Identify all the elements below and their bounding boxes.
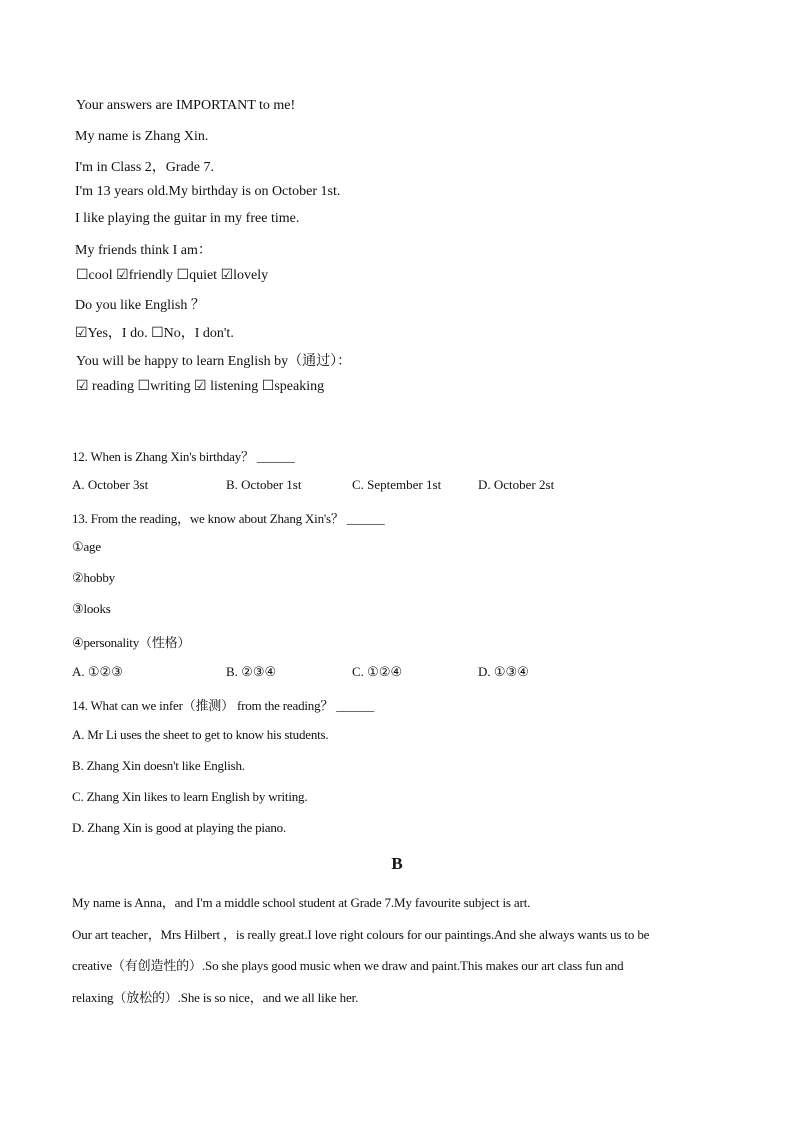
option-a: A. ①②③ — [72, 664, 123, 679]
form-line-learn-by: You will be happy to learn English by（通过）： — [76, 354, 352, 369]
question-stem: 14. What can we infer（推测） from the reading？ ______ — [72, 698, 375, 713]
form-line-age: I'm 13 years old.My birthday is on October 1st. — [75, 184, 341, 199]
option-a: A. Mr Li uses the sheet to get to know his students. — [72, 727, 329, 742]
option-b: B. October 1st — [226, 477, 302, 492]
form-line-class: I'm in Class 2，Grade 7. — [75, 160, 215, 175]
option-b: B. ②③④ — [226, 664, 277, 679]
form-line-personality-checkboxes: ☐cool ☑friendly ☐quiet ☑lovely — [76, 268, 269, 283]
form-line-yes-no-checkboxes: ☑Yes，I do. ☐No，I don't. — [75, 326, 234, 341]
form-line-name: My name is Zhang Xin. — [75, 129, 209, 144]
passage-line: relaxing（放松的）.She is so nice，and we all like her. — [72, 990, 359, 1005]
form-line-hobby: I like playing the guitar in my free time. — [75, 211, 300, 226]
option-c: C. September 1st — [352, 477, 442, 492]
option-d: D. October 2st — [478, 477, 555, 492]
option-c: C. ①②④ — [352, 664, 403, 679]
form-line-skills-checkboxes: ☑ reading ☐writing ☑ listening ☐speaking — [76, 379, 325, 394]
option-d: D. Zhang Xin is good at playing the piano. — [72, 820, 287, 835]
option-d: D. ①③④ — [478, 664, 529, 679]
option-b: B. Zhang Xin doesn't like English. — [72, 758, 245, 773]
list-item: ①age — [72, 539, 101, 554]
passage-line: creative（有创造性的）.So she plays good music when we draw and paint.This makes our art class fun and — [72, 958, 624, 973]
list-item: ③looks — [72, 601, 111, 616]
form-title: Your answers are IMPORTANT to me! — [76, 98, 296, 113]
passage-line: My name is Anna，and I'm a middle school student at Grade 7.My favourite subject is art. — [72, 895, 531, 910]
form-line-like-english: Do you like English ？ — [75, 298, 205, 313]
option-c: C. Zhang Xin likes to learn English by writing. — [72, 789, 308, 804]
form-line-friends: My friends think I am： — [75, 243, 212, 258]
list-item: ②hobby — [72, 570, 115, 585]
list-item: ④personality（性格） — [72, 635, 191, 650]
section-b-heading: B — [391, 854, 403, 873]
passage-line: Our art teacher，Mrs Hilbert ，is really great.I love right colours for our paintings.And she always wants us to be — [72, 927, 650, 942]
option-a: A. October 3st — [72, 477, 149, 492]
question-stem: 12. When is Zhang Xin's birthday？ ______ — [72, 449, 295, 464]
question-stem: 13. From the reading，we know about Zhang Xin's？ ______ — [72, 511, 385, 526]
